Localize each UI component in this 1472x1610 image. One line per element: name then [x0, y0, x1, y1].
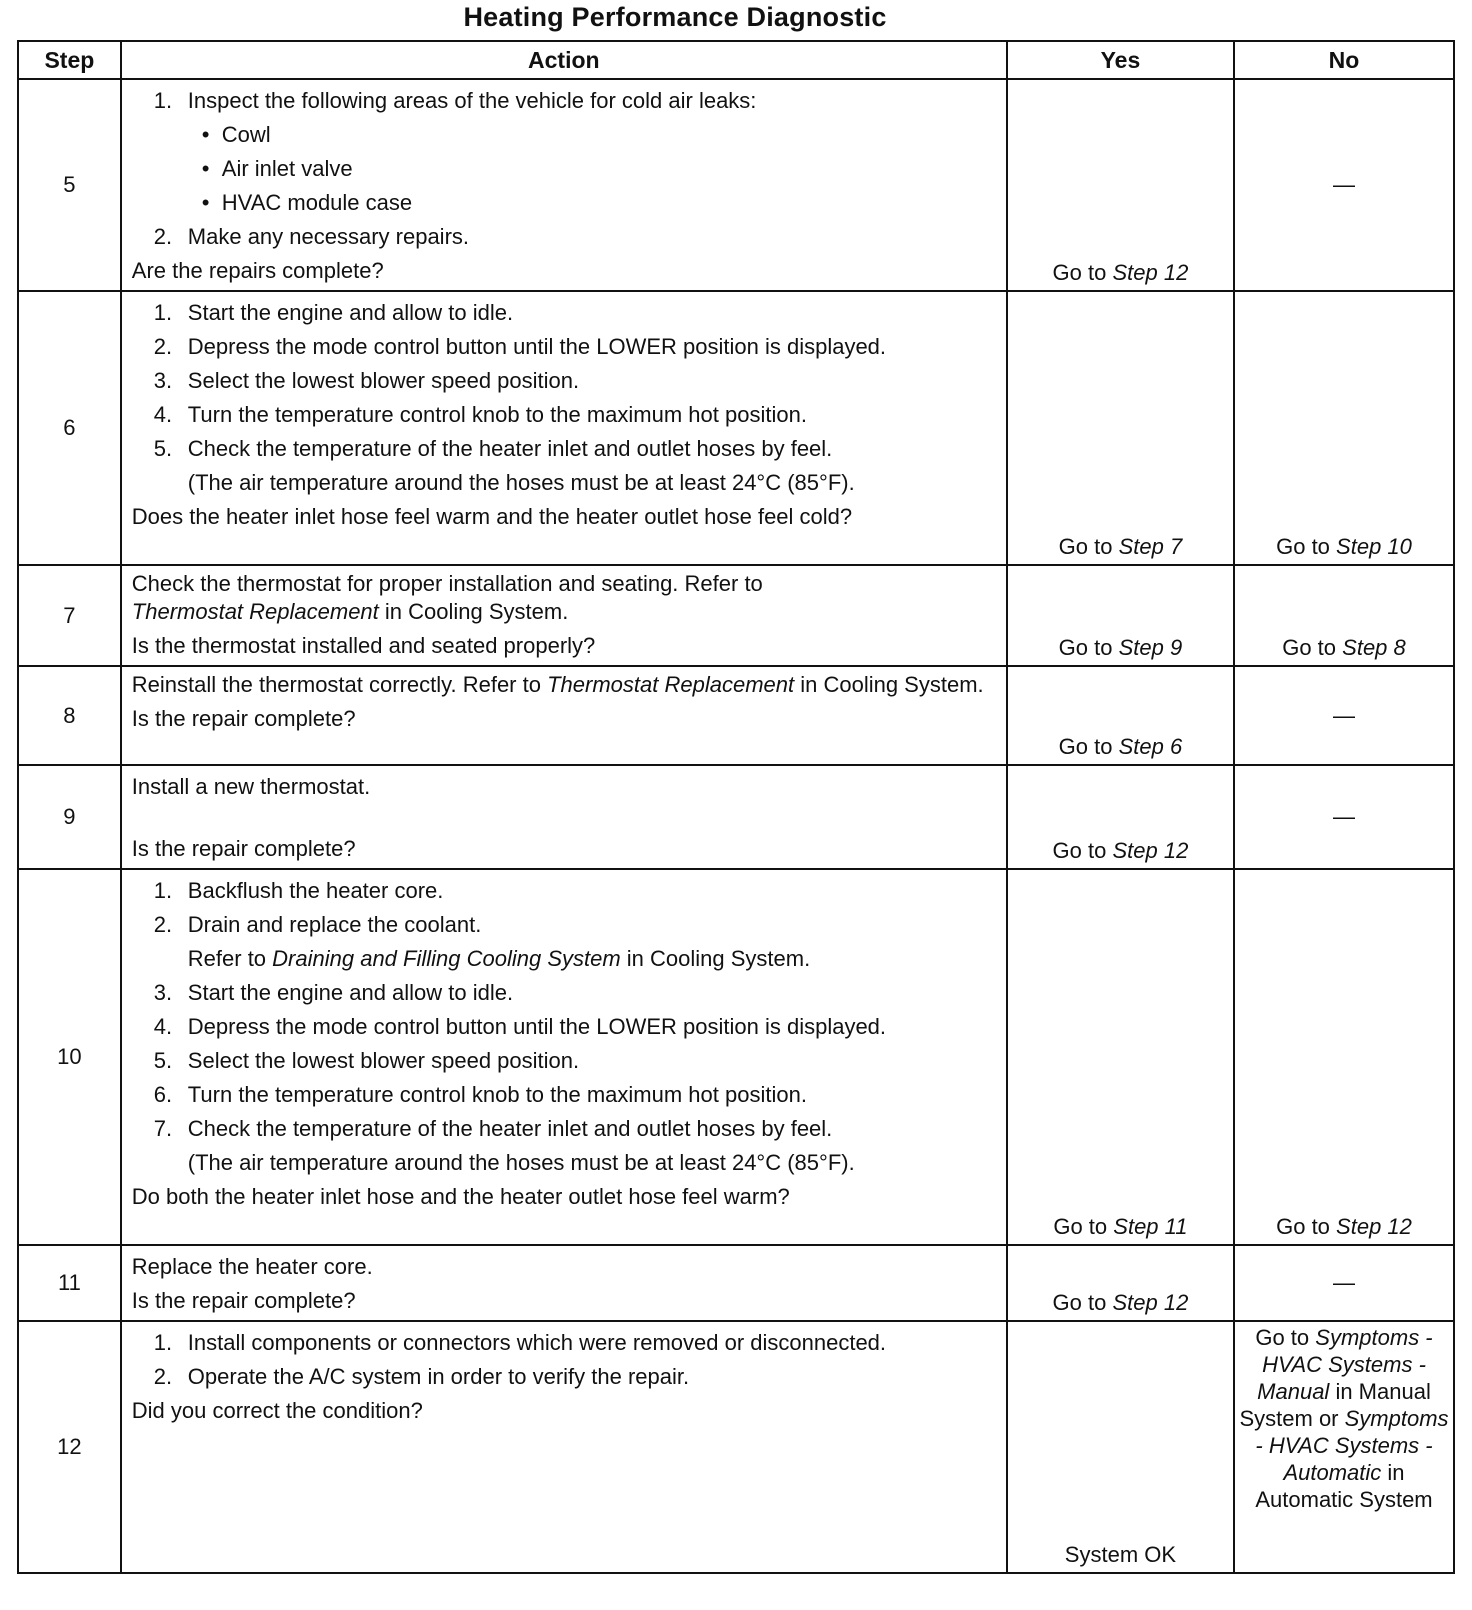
action-item: 1. Backflush the heater core. [153, 878, 444, 903]
action-item: 3. Select the lowest blower speed position. [153, 368, 580, 393]
table-row [18, 565, 1454, 666]
table-row [18, 869, 1454, 1245]
question-text: Is the repair complete? [131, 836, 356, 861]
no-cell [1234, 1321, 1454, 1573]
yes-cell [1007, 765, 1234, 869]
action-cell [121, 1245, 1007, 1321]
step-number: 10 [18, 869, 121, 1245]
no-cell [1234, 869, 1454, 1245]
yes-goto: Go to Step 12 [1052, 838, 1189, 863]
step-number: 7 [18, 565, 121, 666]
step-number: 9 [18, 765, 121, 869]
action-cell [121, 1321, 1007, 1573]
action-item: 1. Start the engine and allow to idle. [153, 300, 514, 325]
action-text: Reinstall the thermostat correctly. Refer to Thermostat Replacement in Cooling System. [131, 672, 984, 697]
action-item: 3. Start the engine and allow to idle. [153, 980, 514, 1005]
no-cell [1234, 291, 1454, 565]
question-text: Does the heater inlet hose feel warm and the heater outlet hose feel cold? [131, 504, 853, 529]
yes-goto: Go to Step 12 [1052, 260, 1189, 285]
table-row [18, 291, 1454, 565]
step-number: 6 [18, 291, 121, 565]
step-number: 12 [18, 1321, 121, 1573]
no-goto: Go to Step 10 [1276, 534, 1412, 559]
header-row [18, 41, 1454, 79]
no-dash: — [1333, 804, 1355, 829]
action-item: 4. Depress the mode control button until the LOWER position is displayed. [153, 1014, 887, 1039]
no-cell [1234, 79, 1454, 291]
no-cell [1234, 666, 1454, 765]
action-item: 2. Depress the mode control button until the LOWER position is displayed. [153, 334, 887, 359]
yes-system-ok: System OK [1064, 1542, 1177, 1567]
note-text: (The air temperature around the hoses must be at least 24°C (85°F). [187, 1150, 855, 1175]
action-item: 2. Make any necessary repairs. [153, 224, 470, 249]
question-text: Are the repairs complete? [131, 258, 384, 283]
question-text: Do both the heater inlet hose and the heater outlet hose feel warm? [131, 1184, 790, 1209]
action-text: Replace the heater core. [131, 1254, 373, 1279]
bullet-item: • Air inlet valve [201, 156, 353, 181]
header-yes: Yes [1007, 41, 1234, 79]
no-cell [1234, 765, 1454, 869]
yes-cell [1007, 869, 1234, 1245]
action-item: 5. Check the temperature of the heater inlet and outlet hoses by feel. [153, 436, 833, 461]
action-item: 2. Operate the A/C system in order to verify the repair. [153, 1364, 690, 1389]
diagnostic-table [17, 40, 1455, 1574]
table-row [18, 1321, 1454, 1573]
action-item: 7. Check the temperature of the heater inlet and outlet hoses by feel. [153, 1116, 833, 1141]
yes-cell [1007, 79, 1234, 291]
yes-goto: Go to Step 11 [1053, 1214, 1188, 1239]
action-item: 1. Inspect the following areas of the vehicle for cold air leaks: [153, 88, 757, 113]
table-row [18, 79, 1454, 291]
no-cell [1234, 1245, 1454, 1321]
action-cell [121, 291, 1007, 565]
header-no: No [1234, 41, 1454, 79]
header-step: Step [18, 41, 121, 79]
refer-text: Refer to Draining and Filling Cooling System in Cooling System. [187, 946, 811, 971]
action-cell [121, 765, 1007, 869]
bullet-item: • Cowl [201, 122, 271, 147]
action-item: 2. Drain and replace the coolant. [153, 912, 482, 937]
no-dash: — [1333, 1270, 1355, 1295]
no-goto: Go to Step 8 [1282, 635, 1406, 660]
yes-goto: Go to Step 6 [1058, 734, 1183, 759]
no-dash: — [1333, 172, 1355, 197]
table-row [18, 1245, 1454, 1321]
header-action: Action [121, 41, 1007, 79]
page-title: Heating Performance Diagnostic [463, 2, 887, 32]
action-cell [121, 666, 1007, 765]
action-cell [121, 869, 1007, 1245]
yes-cell [1007, 1245, 1234, 1321]
yes-goto: Go to Step 9 [1058, 635, 1183, 660]
note-text: (The air temperature around the hoses must be at least 24°C (85°F). [187, 470, 855, 495]
question-text: Did you correct the condition? [131, 1398, 423, 1423]
yes-goto: Go to Step 12 [1052, 1290, 1189, 1315]
yes-cell [1007, 291, 1234, 565]
step-number: 8 [18, 666, 121, 765]
action-cell [121, 565, 1007, 666]
step-number: 5 [18, 79, 121, 291]
action-item: 5. Select the lowest blower speed position. [153, 1048, 580, 1073]
action-text: Check the thermostat for proper installation and seating. Refer to Thermostat Replacement in Cooling System. [131, 571, 763, 624]
no-goto-symptoms: Go to Symptoms - HVAC Systems - Manual in Manual System or Symptoms - HVAC Systems - Automatic in Automatic System [1239, 1325, 1449, 1512]
yes-cell [1007, 565, 1234, 666]
question-text: Is the repair complete? [131, 1288, 356, 1313]
no-dash: — [1333, 702, 1355, 728]
yes-cell [1007, 666, 1234, 765]
table-row [18, 765, 1454, 869]
action-cell [121, 79, 1007, 291]
action-item: 6. Turn the temperature control knob to the maximum hot position. [153, 1082, 807, 1107]
action-text: Install a new thermostat. [131, 774, 371, 799]
bullet-item: • HVAC module case [201, 190, 413, 215]
question-text: Is the repair complete? [131, 706, 356, 731]
action-item: 4. Turn the temperature control knob to the maximum hot position. [153, 402, 807, 427]
table-row [18, 666, 1454, 765]
yes-goto: Go to Step 7 [1058, 534, 1183, 559]
action-item: 1. Install components or connectors which were removed or disconnected. [153, 1330, 887, 1355]
no-cell [1234, 565, 1454, 666]
no-goto: Go to Step 12 [1276, 1214, 1412, 1239]
step-number: 11 [18, 1245, 121, 1321]
question-text: Is the thermostat installed and seated properly? [131, 633, 596, 658]
yes-cell [1007, 1321, 1234, 1573]
